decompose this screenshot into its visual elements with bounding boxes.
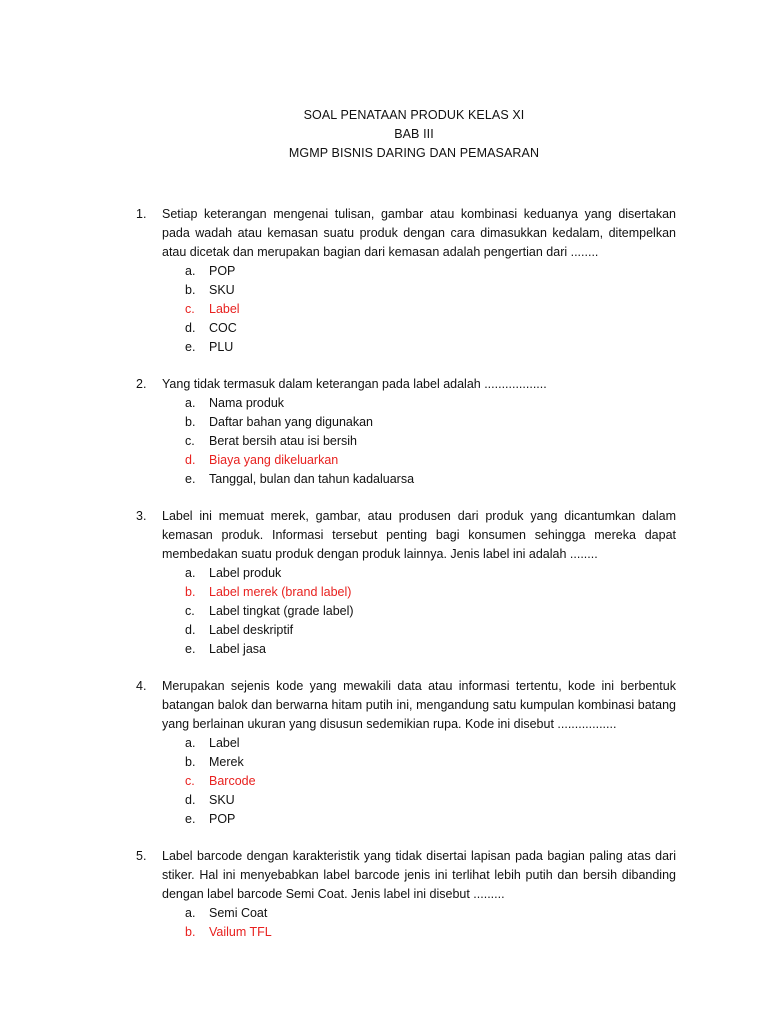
option-letter: d. bbox=[185, 793, 196, 807]
question-text: Label barcode dengan karakteristik yang tidak disertai lapisan pada bagian paling atas dari stiker. Hal ini menyebabkan label barcode jenis ini terlihat lebih putih dan bersih dibanding dengan label barcode Semi Coat. Jenis label ini disebut ......... bbox=[162, 849, 676, 901]
option-text: Tanggal, bulan dan tahun kadaluarsa bbox=[209, 472, 415, 486]
option-text: Vailum TFL bbox=[209, 925, 272, 939]
option-c-correct-answer bbox=[185, 300, 676, 319]
option-letter: e. bbox=[185, 340, 196, 354]
question-list bbox=[136, 205, 676, 960]
option-letter: c. bbox=[185, 434, 195, 448]
option-text: SKU bbox=[209, 793, 235, 807]
question-number: 4. bbox=[136, 679, 147, 693]
question-number: 5. bbox=[136, 849, 147, 863]
option-letter: d. bbox=[185, 453, 196, 467]
option-text: Daftar bahan yang digunakan bbox=[209, 415, 374, 429]
question-1 bbox=[136, 205, 676, 357]
option-b bbox=[185, 753, 676, 772]
option-d-correct-answer bbox=[185, 451, 676, 470]
option-c-correct-answer bbox=[185, 772, 676, 791]
option-b-correct-answer bbox=[185, 583, 676, 602]
answer-options bbox=[185, 564, 676, 659]
option-text: Berat bersih atau isi bersih bbox=[209, 434, 357, 448]
option-text: COC bbox=[209, 321, 237, 335]
option-text: Merek bbox=[209, 755, 244, 769]
option-letter: b. bbox=[185, 585, 196, 599]
question-text: Yang tidak termasuk dalam keterangan pada label adalah .................. bbox=[162, 377, 547, 391]
question-3 bbox=[136, 507, 676, 659]
option-letter: c. bbox=[185, 302, 195, 316]
document-title: SOAL PENATAAN PRODUK KELAS XI bbox=[303, 108, 525, 122]
option-text: Label jasa bbox=[209, 642, 266, 656]
option-d bbox=[185, 791, 676, 810]
option-text: Semi Coat bbox=[209, 906, 268, 920]
option-text: POP bbox=[209, 264, 236, 278]
option-e bbox=[185, 810, 676, 829]
option-letter: e. bbox=[185, 642, 196, 656]
option-letter: c. bbox=[185, 604, 195, 618]
option-b-correct-answer bbox=[185, 923, 676, 942]
option-e bbox=[185, 470, 676, 489]
option-letter: b. bbox=[185, 925, 196, 939]
option-text: Biaya yang dikeluarkan bbox=[209, 453, 339, 467]
option-letter: a. bbox=[185, 566, 196, 580]
option-letter: d. bbox=[185, 321, 196, 335]
option-letter: c. bbox=[185, 774, 195, 788]
option-text: Barcode bbox=[209, 774, 256, 788]
answer-options bbox=[185, 904, 676, 942]
option-letter: a. bbox=[185, 906, 196, 920]
option-letter: d. bbox=[185, 623, 196, 637]
option-b bbox=[185, 413, 676, 432]
question-number: 2. bbox=[136, 377, 147, 391]
option-e bbox=[185, 338, 676, 357]
question-number: 1. bbox=[136, 207, 147, 221]
option-a bbox=[185, 904, 676, 923]
option-letter: e. bbox=[185, 812, 196, 826]
option-c bbox=[185, 602, 676, 621]
option-letter: a. bbox=[185, 396, 196, 410]
option-text: Label tingkat (grade label) bbox=[209, 604, 354, 618]
option-text: SKU bbox=[209, 283, 235, 297]
question-5 bbox=[136, 847, 676, 942]
question-4 bbox=[136, 677, 676, 829]
option-a bbox=[185, 262, 676, 281]
option-letter: b. bbox=[185, 755, 196, 769]
chapter-label: BAB III bbox=[394, 127, 434, 141]
option-text: Label bbox=[209, 302, 240, 316]
question-text: Merupakan sejenis kode yang mewakili data atau informasi tertentu, kode ini berbentuk batangan balok dan berwarna hitam putih ini, mengandung satu kumpulan kombinasi batang yang berlainan ukuran yang disusun sedemikian rupa. Kode ini disebut ................. bbox=[162, 679, 676, 731]
option-d bbox=[185, 621, 676, 640]
option-a bbox=[185, 734, 676, 753]
option-e bbox=[185, 640, 676, 659]
question-number: 3. bbox=[136, 509, 147, 523]
question-text: Setiap keterangan mengenai tulisan, gambar atau kombinasi keduanya yang disertakan pada wadah atau kemasan suatu produk dengan cara dimasukkan kedalam, ditempelkan atau dicetak dan merupakan bagian dari kemasan adalah pengertian dari ........ bbox=[162, 207, 676, 259]
option-text: POP bbox=[209, 812, 236, 826]
option-a bbox=[185, 394, 676, 413]
option-text: Label merek (brand label) bbox=[209, 585, 352, 599]
option-text: PLU bbox=[209, 340, 234, 354]
answer-options bbox=[185, 394, 676, 489]
option-letter: b. bbox=[185, 283, 196, 297]
option-letter: a. bbox=[185, 736, 196, 750]
option-text: Label produk bbox=[209, 566, 282, 580]
question-text: Label ini memuat merek, gambar, atau produsen dari produk yang dicantumkan dalam kemasan produk. Informasi tersebut penting bagi konsumen sehingga mereka dapat membedakan suatu produk dengan produk lainnya. Jenis label ini adalah ........ bbox=[162, 509, 676, 561]
option-d bbox=[185, 319, 676, 338]
option-text: Label bbox=[209, 736, 240, 750]
answer-options bbox=[185, 262, 676, 357]
option-text: Nama produk bbox=[209, 396, 285, 410]
option-text: Label deskriptif bbox=[209, 623, 294, 637]
answer-options bbox=[185, 734, 676, 829]
document-header bbox=[0, 106, 768, 163]
option-a bbox=[185, 564, 676, 583]
option-b bbox=[185, 281, 676, 300]
option-letter: b. bbox=[185, 415, 196, 429]
option-c bbox=[185, 432, 676, 451]
option-letter: e. bbox=[185, 472, 196, 486]
question-2 bbox=[136, 375, 676, 489]
option-letter: a. bbox=[185, 264, 196, 278]
organization-label: MGMP BISNIS DARING DAN PEMASARAN bbox=[288, 146, 540, 160]
